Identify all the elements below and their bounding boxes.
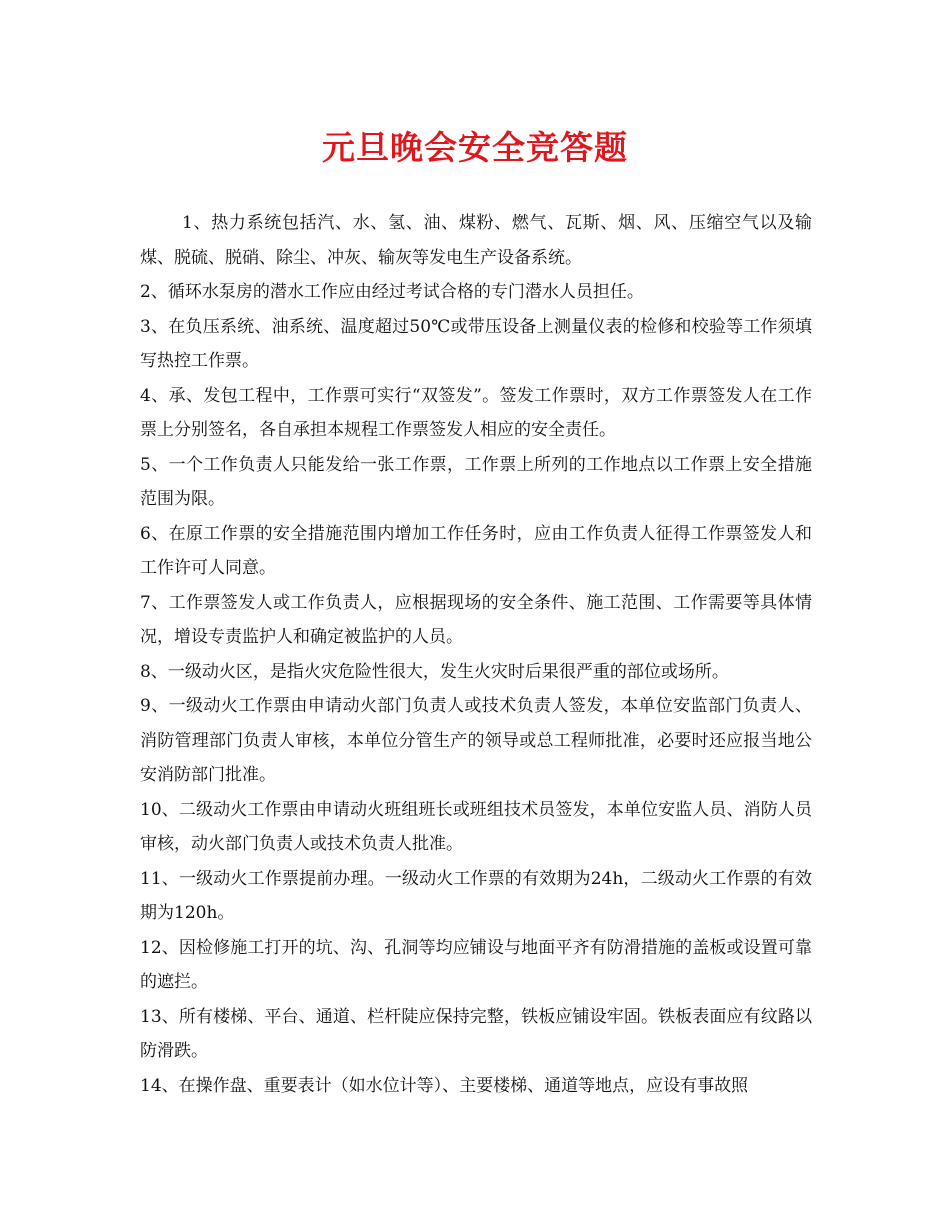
paragraph-5: 5、一个工作负责人只能发给一张工作票，工作票上所列的工作地点以工作票上安全措施范围为限。 <box>140 454 812 509</box>
paragraph-12: 12、因检修施工打开的坑、沟、孔洞等均应铺设与地面平齐有防滑措施的盖板或设置可靠的遮拦。 <box>140 937 812 992</box>
paragraph-2: 2、循环水泵房的潜水工作应由经过考试合格的专门潜水人员担任。 <box>140 282 644 302</box>
paragraph-10: 10、二级动火工作票由申请动火班组班长或班组技术员签发，本单位安监人员、消防人员审核，动火部门负责人或技术负责人批准。 <box>140 799 812 854</box>
paragraph-6: 6、在原工作票的安全措施范围内增加工作任务时，应由工作负责人征得工作票签发人和工作许可人同意。 <box>140 523 812 578</box>
paragraph-13: 13、所有楼梯、平台、通道、栏杆陡应保持完整，铁板应铺设牢固。铁板表面应有纹路以防滑跌。 <box>140 1006 812 1061</box>
paragraph-8: 8、一级动火区，是指火灾危险性很大，发生火灾时后果很严重的部位或场所。 <box>140 661 729 682</box>
document-body <box>140 206 812 1103</box>
paragraph-1: 1、热力系统包括汽、水、氢、油、煤粉、燃气、瓦斯、烟、风、压缩空气以及输煤、脱硫、脱硝、除尘、冲灰、输灰等发电生产设备系统。 <box>140 213 812 268</box>
paragraph-11: 11、一级动火工作票提前办理。一级动火工作票的有效期为24h，二级动火工作票的有效期为120h。 <box>140 868 812 923</box>
paragraph-9: 9、一级动火工作票由申请动火部门负责人或技术负责人签发，本单位安监部门负责人、消防管理部门负责人审核，本单位分管生产的领导或总工程师批准，必要时还应报当地公安消防部门批准。 <box>140 696 812 785</box>
paragraph-7: 7、工作票签发人或工作负责人，应根据现场的安全条件、施工范围、工作需要等具体情况，增设专责监护人和确定被监护的人员。 <box>140 592 812 647</box>
paragraph-14: 14、在操作盘、重要表计（如水位计等）、主要楼梯、通道等地点，应设有事故照 <box>140 1075 749 1096</box>
paragraph-4: 4、承、发包工程中，工作票可实行“双签发”。签发工作票时，双方工作票签发人在工作票上分别签名，各自承担本规程工作票签发人相应的安全责任。 <box>140 385 812 440</box>
paragraph-3: 3、在负压系统、油系统、温度超过50℃或带压设备上测量仪表的检修和校验等工作须填写热控工作票。 <box>140 316 812 371</box>
document-title: 元旦晚会安全竞答题 <box>322 128 628 167</box>
